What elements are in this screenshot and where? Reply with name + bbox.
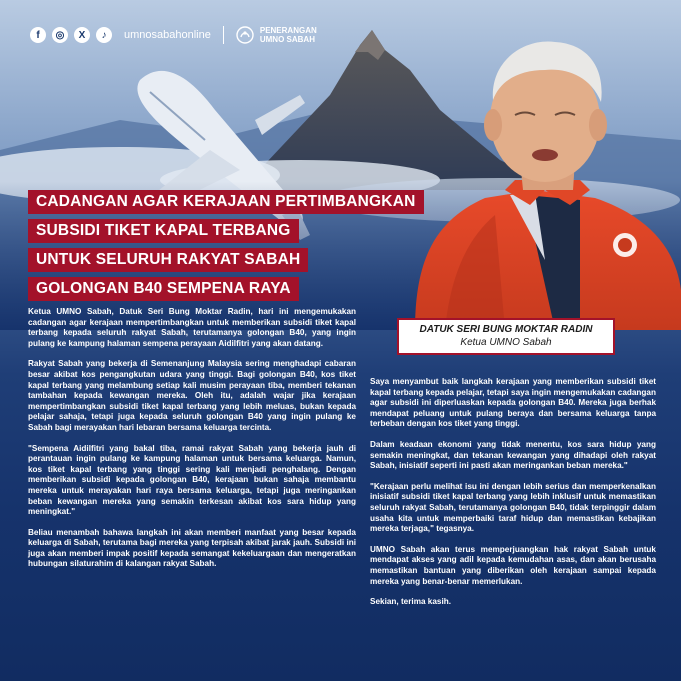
body-column-left [28, 307, 356, 580]
paragraph: Rakyat Sabah yang bekerja di Semenanjung Malaysia sering menghadapi cabaran besar akibat kos pengangkutan udara yang tinggi. Bagi golongan B40, kos tiket kapal terbang yang melambung setiap kali musim perayaan tiba, memberi tekanan tambahan kepada kewangan mereka. Oleh itu, adalah wajar jika kerajaan mempertimbangkan subsidi tiket kapal terbang yang lebih meluas, bukan kepada pelajar sahaja, tetapi juga kepada seluruh golongan B40 yang ingin pulang ke Sabah bagi merayakan hari lebaran bersama keluarga tercinta. [28, 359, 356, 432]
x-icon[interactable]: X [74, 27, 90, 43]
caption-role: Ketua UMNO Sabah [460, 337, 552, 348]
headline-line-4: GOLONGAN B40 SEMPENA RAYA [28, 277, 299, 301]
paragraph: UMNO Sabah akan terus memperjuangkan hak rakyat Sabah untuk mendapat akses yang adil kepada kemudahan asas, dan akan berusaha memastikan bantuan yang diberikan oleh kerajaan sampai kepada mereka yang benar-benar memerlukan. [370, 544, 656, 586]
paragraph: "Sempena Aidilfitri yang bakal tiba, ramai rakyat Sabah yang bekerja jauh di perantauan ingin pulang ke kampung halaman untuk bersama keluarga. Namun, kos tiket kapal terbang yang tinggi sering kali menjadi penghalang. Dengan memberikan subsidi kepada golongan B40, kerajaan bukan sahaja membantu mereka untuk merayakan hari raya bersama keluarga, tetapi juga meringankan beban kewangan mereka yang semakin terkesan akibat kos sara hidup yang meningkat." [28, 443, 356, 517]
photo-caption [397, 318, 615, 355]
facebook-icon[interactable]: f [30, 27, 46, 43]
paragraph: Saya menyambut baik langkah kerajaan yang memberikan subsidi tiket kapal terbang kepada pelajar, tetapi saya ingin mengemukakan cadangan agar subsidi ini diperluaskan kepada golongan B40. Mereka juga berhak mendapat peluang untuk pulang beraya dan bersama keluarga tanpa terbeban dengan kos tiket yang tinggi. [370, 377, 656, 429]
headline [28, 190, 424, 306]
social-header [30, 26, 317, 44]
body-column-right [370, 377, 656, 618]
header-divider [223, 26, 224, 44]
headline-line-2: SUBSIDI TIKET KAPAL TERBANG [28, 219, 299, 243]
paragraph: Ketua UMNO Sabah, Datuk Seri Bung Moktar Radin, hari ini mengemukakan cadangan agar kerajaan mempertimbangkan untuk memberikan subsidi tiket kapal terbang kepada seluruh rakyat Sabah, terutamanya golongan B40, yang ingin pulang ke kampung halaman sempena perayaan Aidilfitri yang akan datang. [28, 307, 356, 348]
paragraph: "Kerajaan perlu melihat isu ini dengan lebih serius dan memperkenalkan inisiatif subsidi tiket kapal terbang yang lebih inklusif untuk memastikan seluruh rakyat Sabah, terutamanya golongan B40, tidak terpinggir dalam usaha kita untuk memperbaiki taraf hidup dan memastikan kebajikan mereka terjaga," tegasnya. [370, 481, 656, 534]
umno-logo-icon [236, 26, 254, 44]
paragraph: Dalam keadaan ekonomi yang tidak menentu, kos sara hidup yang semakin meningkat, dan tekanan kewangan yang dihadapi oleh rakyat Sabah, inisiatif seperti ini pasti akan meringankan beban mereka." [370, 439, 656, 471]
social-handle[interactable]: umnosabahonline [124, 29, 211, 41]
headline-line-1: CADANGAN AGAR KERAJAAN PERTIMBANGKAN [28, 190, 424, 214]
department-name [260, 26, 317, 44]
headline-line-3: UNTUK SELURUH RAKYAT SABAH [28, 248, 308, 272]
department-line-1: PENERANGAN [259, 26, 317, 35]
paragraph: Sekian, terima kasih. [370, 597, 452, 607]
caption-name: DATUK SERI BUNG MOKTAR RADIN [419, 324, 593, 335]
paragraph: Beliau menambah bahawa langkah ini akan memberi manfaat yang besar kepada keluarga di Sabah, terutama bagi mereka yang terpisah akibat jarak jauh. Subsidi ini juga akan memberi impak positif kepada semangat kekeluargaan dan mengeratkan hubungan silaturahim di kalangan rakyat Sabah. [28, 527, 356, 569]
department-line-2: UMNO SABAH [259, 35, 315, 44]
portrait-photo [405, 30, 681, 330]
tiktok-icon[interactable]: ♪ [96, 27, 112, 43]
instagram-icon[interactable]: ◎ [52, 27, 68, 43]
